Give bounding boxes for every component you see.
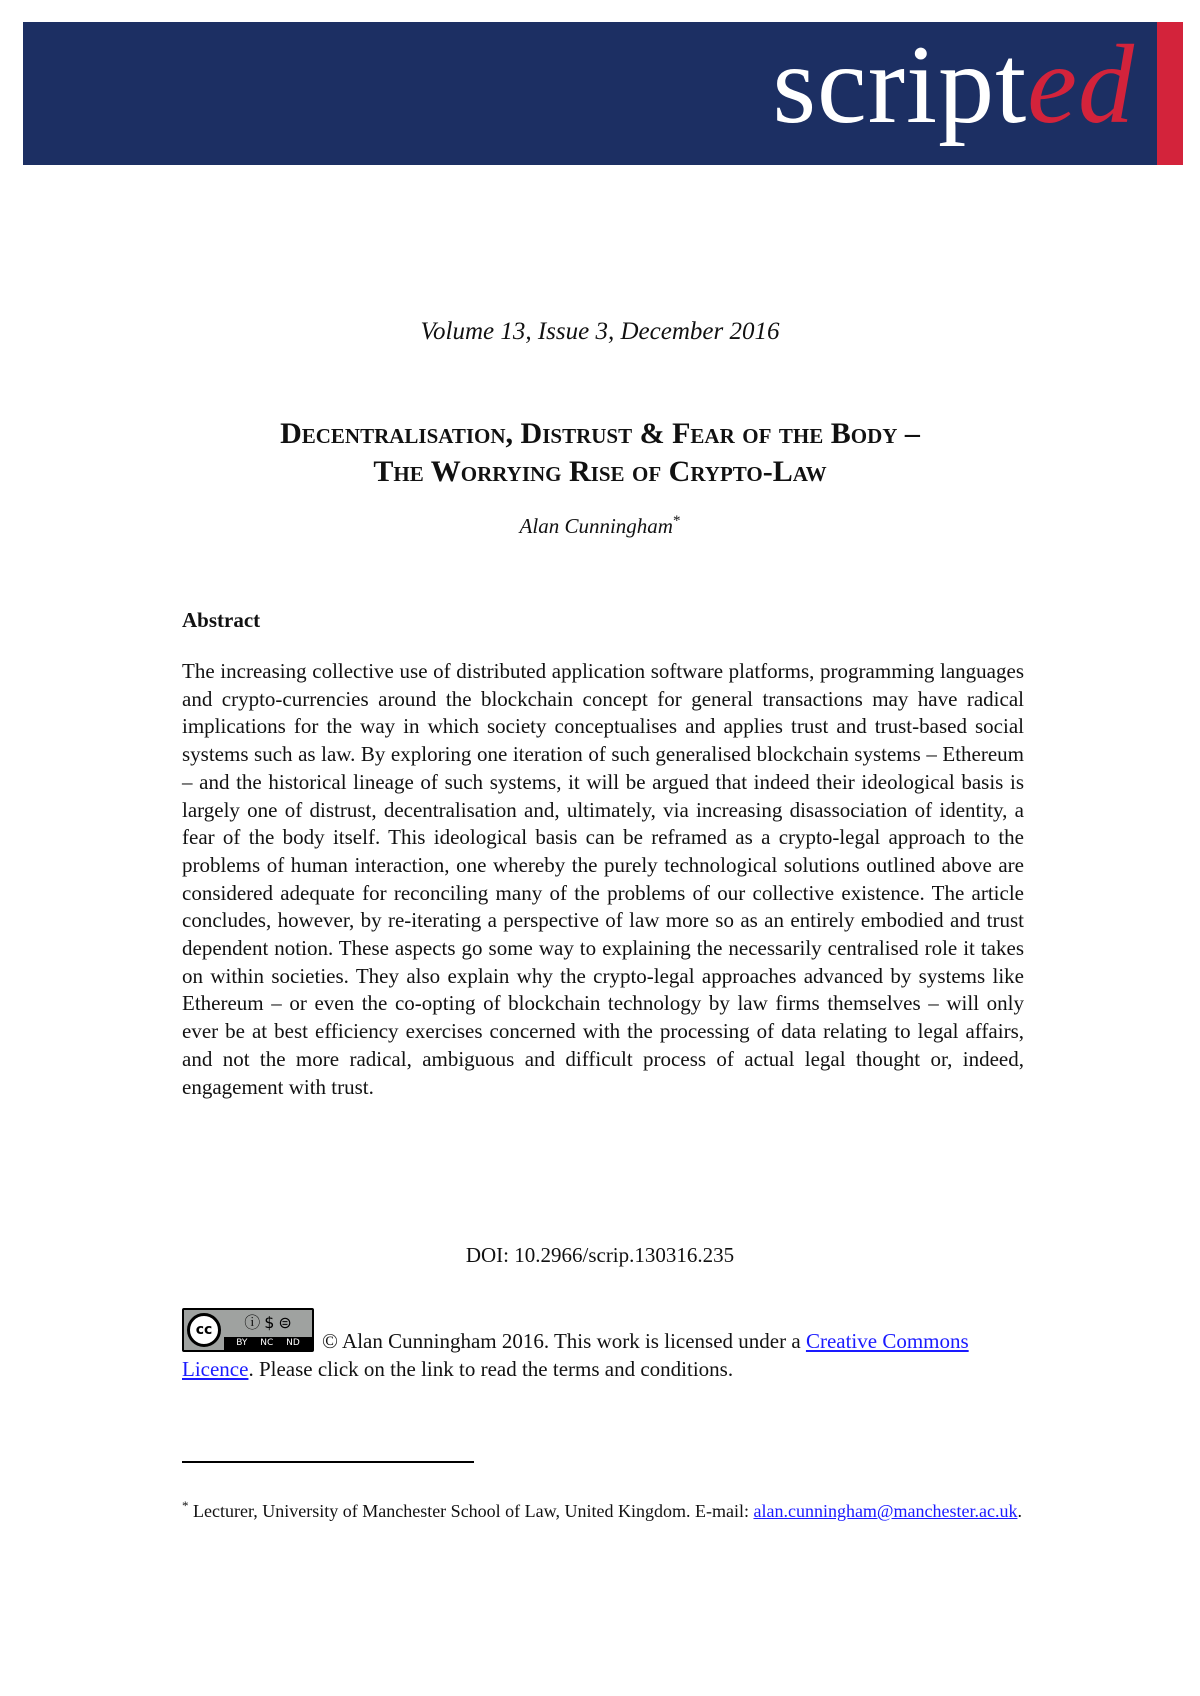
creative-commons-licence-link[interactable]: Creative Commons Licence (182, 1329, 969, 1381)
doi-line: DOI: 10.2966/scrip.130316.235 (465, 1243, 735, 1267)
abstract-body: The increasing collective use of distributed application software platforms, programming languages and crypto-currencies around the blockchain concept for general transactions may have radical implications for the way in which society conceptualises and applies trust and trust-based social systems such as law. By exploring one iteration of such generalised blockchain systems – Ethereum – and the historical lineage of such systems, it will be argued that indeed their ideological basis is largely one of distrust, decentralisation and, ultimately, via increasing disassociation of identity, a fear of the body itself. This ideological basis can be reframed as a crypto-legal approach to the problems of human interaction, one whereby the purely technological solutions outlined above are considered adequate for reconciling many of the problems of our collective existence. The article concludes, however, by re-iterating a perspective of law more so as an entirely embodied and trust dependent notion. These aspects go some way to explaining the necessarily centralised role it takes on within societies. They also explain why the crypto-legal approaches advanced by systems like Ethereum – or even the co-opting of blockchain technology by law firms themselves – will only ever be at best efficiency exercises concerned with the processing of data relating to legal affairs, and not the more radical, ambiguous and difficult process of actual legal thought or, indeed, engagement with trust. (182, 659, 1024, 1099)
license-statement (182, 1308, 1024, 1383)
cc-license-tags: BY NC ND (224, 1337, 312, 1350)
author-line (0, 513, 1200, 539)
license-text-after: . Please click on the link to read the terms and conditions. (248, 1357, 734, 1381)
logo-text-ed: ed (1027, 23, 1135, 147)
title-line-2: The Worrying Rise of Crypto-Law (373, 455, 827, 488)
journal-masthead (23, 22, 1183, 165)
footnote-end: . (1017, 1501, 1022, 1521)
license-text-before: © Alan Cunningham 2016. This work is licensed under a (322, 1329, 806, 1353)
abstract-heading: Abstract (182, 608, 261, 632)
author-name: Alan Cunningham (519, 514, 673, 538)
author-email-link[interactable]: alan.cunningham@manchester.ac.uk (753, 1501, 1018, 1521)
article-title (150, 415, 1050, 491)
author-footnote-marker[interactable]: * (672, 513, 681, 529)
creative-commons-badge-icon[interactable] (182, 1308, 314, 1352)
title-line-1: Decentralisation, Distrust & Fear of the Body – (280, 417, 920, 450)
cc-attribution-icons: ⓘ$⊜ (244, 1313, 296, 1332)
volume-issue-line: Volume 13, Issue 3, December 2016 (420, 318, 780, 345)
author-footnote (182, 1493, 1024, 1524)
cc-logo-icon: cc (187, 1313, 221, 1347)
footnote-divider (182, 1461, 474, 1463)
footnote-text: Lecturer, University of Manchester School of Law, United Kingdom. E-mail: (188, 1501, 754, 1521)
logo-text-script: script (772, 23, 1028, 147)
footnote-marker: * (182, 1498, 189, 1513)
journal-logo (772, 22, 1135, 157)
masthead-red-bar (1157, 22, 1183, 165)
